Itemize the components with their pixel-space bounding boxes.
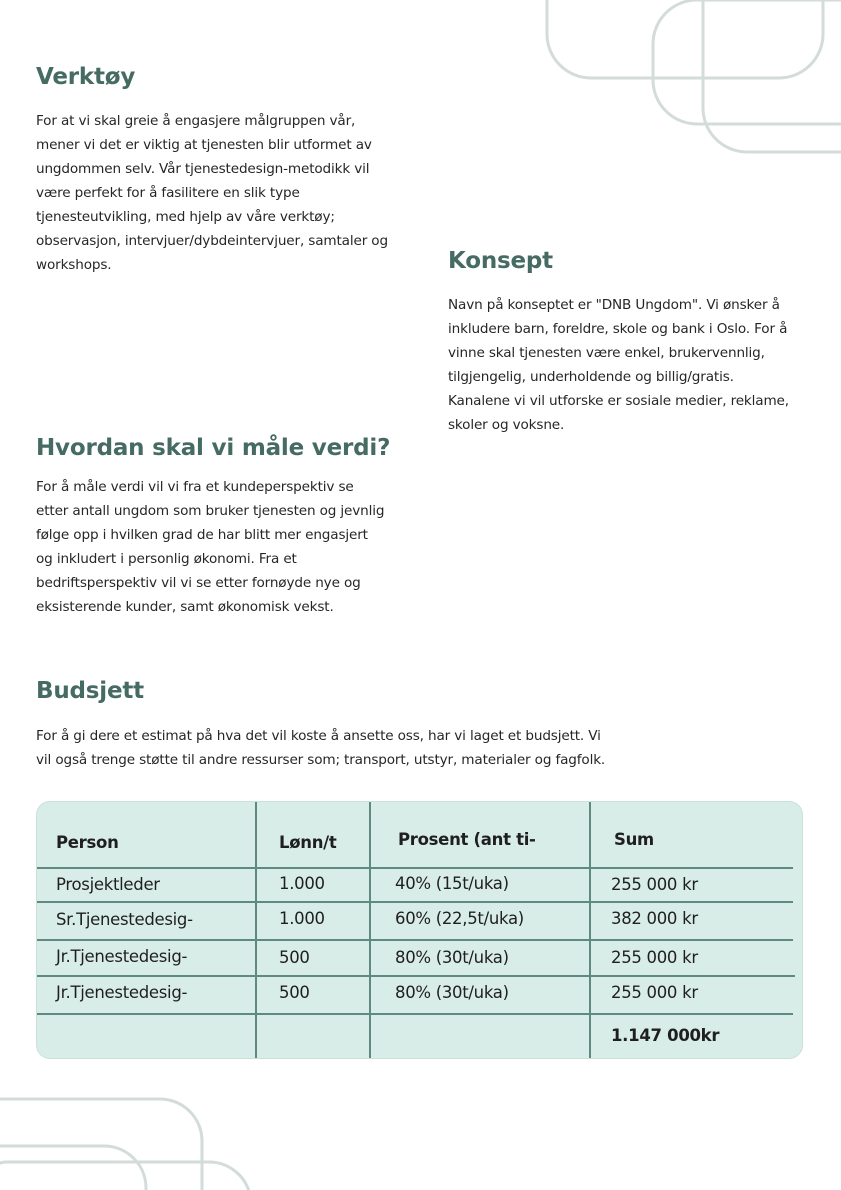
cell-prosent: 80% (30t/uka) [395,948,509,967]
text-line: tilgjengelig, underholdende og billig/gratis. [448,369,734,385]
cell-lonn: 500 [279,948,310,967]
text-line: følge opp i hvilken grad de har blitt mer engasjert [36,527,368,543]
text-line: bedriftsperspektiv vil vi se etter fornøyde nye og [36,575,361,591]
text-line: skoler og voksne. [448,417,565,433]
text-line: For å gi dere et estimat på hva det vil koste å ansette oss, har vi laget et budsjett. Vi [36,728,601,744]
text-line: etter antall ungdom som bruker tjenesten og jevnlig [36,503,385,519]
row-divider [37,867,793,869]
text-line: workshops. [36,257,112,273]
row-divider [37,975,795,977]
text-line: og inkludert i personlig økonomi. Fra et [36,551,297,567]
cell-person: Jr.Tjenestedesig- [56,983,188,1002]
text-line: eksisterende kunder, samt økonomisk vekst. [36,599,334,615]
heading-konsept: Konsept [448,248,553,274]
text-line: mener vi det er viktig at tjenesten blir utformet av [36,137,372,153]
cell-prosent: 60% (22,5t/uka) [395,909,524,928]
row-divider [37,939,793,941]
cell-person: Jr.Tjenestedesig- [56,947,188,966]
cell-sum: 255 000 kr [611,948,698,967]
paragraph-konsept [448,293,808,437]
cell-lonn: 1.000 [279,874,325,893]
paragraph-verktoy [36,109,406,277]
row-divider [37,901,793,903]
text-line: For at vi skal greie å engasjere målgruppen vår, [36,113,356,129]
paragraph-budsjett [36,724,636,772]
section-budsjett [36,674,636,772]
cell-prosent: 80% (30t/uka) [395,983,509,1002]
header-prosent: Prosent (ant ti- [398,830,536,849]
text-line: observasjon, intervjuer/dybdeintervjuer, samtaler og [36,233,388,249]
section-verktoy [36,60,406,277]
budget-table [36,801,803,1059]
column-divider [255,802,257,1058]
cell-person: Prosjektleder [56,875,160,894]
header-lonn: Lønn/t [279,833,337,852]
header-person: Person [56,833,119,852]
text-line: være perfekt for å fasilitere en slik type [36,185,300,201]
text-line: Navn på konseptet er "DNB Ungdom". Vi ønsker å [448,297,780,313]
text-line: For å måle verdi vil vi fra et kundeperspektiv se [36,479,354,495]
paragraph-maale-verdi [36,475,406,619]
row-divider [37,1013,793,1015]
cell-lonn: 1.000 [279,909,325,928]
section-konsept [448,244,808,437]
text-line: inkludere barn, foreldre, skole og bank i Oslo. For å [448,321,788,337]
heading-verktoy: Verktøy [36,64,136,90]
cell-sum: 382 000 kr [611,909,698,928]
column-divider [369,802,371,1058]
text-line: vinne skal tjenesten være enkel, brukervennlig, [448,345,765,361]
heading-maale-verdi: Hvordan skal vi måle verdi? [36,435,391,461]
cell-prosent: 40% (15t/uka) [395,874,509,893]
section-maale-verdi [36,431,406,619]
cell-lonn: 500 [279,983,310,1002]
text-line: tjenesteutvikling, med hjelp av våre verktøy; [36,209,335,225]
text-line: ungdommen selv. Vår tjenestedesign-metodikk vil [36,161,370,177]
cell-sum: 255 000 kr [611,983,698,1002]
cell-person: Sr.Tjenestedesig- [56,910,193,929]
decorative-rounded-lines-bottom-icon [0,1080,300,1190]
text-line: vil også trenge støtte til andre ressurser som; transport, utstyr, materialer og fagfolk. [36,752,606,768]
cell-total-sum: 1.147 000kr [611,1026,720,1045]
column-divider [589,802,591,1058]
header-sum: Sum [614,830,654,849]
heading-budsjett: Budsjett [36,678,144,704]
text-line: Kanalene vi vil utforske er sosiale medier, reklame, [448,393,789,409]
cell-sum: 255 000 kr [611,875,698,894]
